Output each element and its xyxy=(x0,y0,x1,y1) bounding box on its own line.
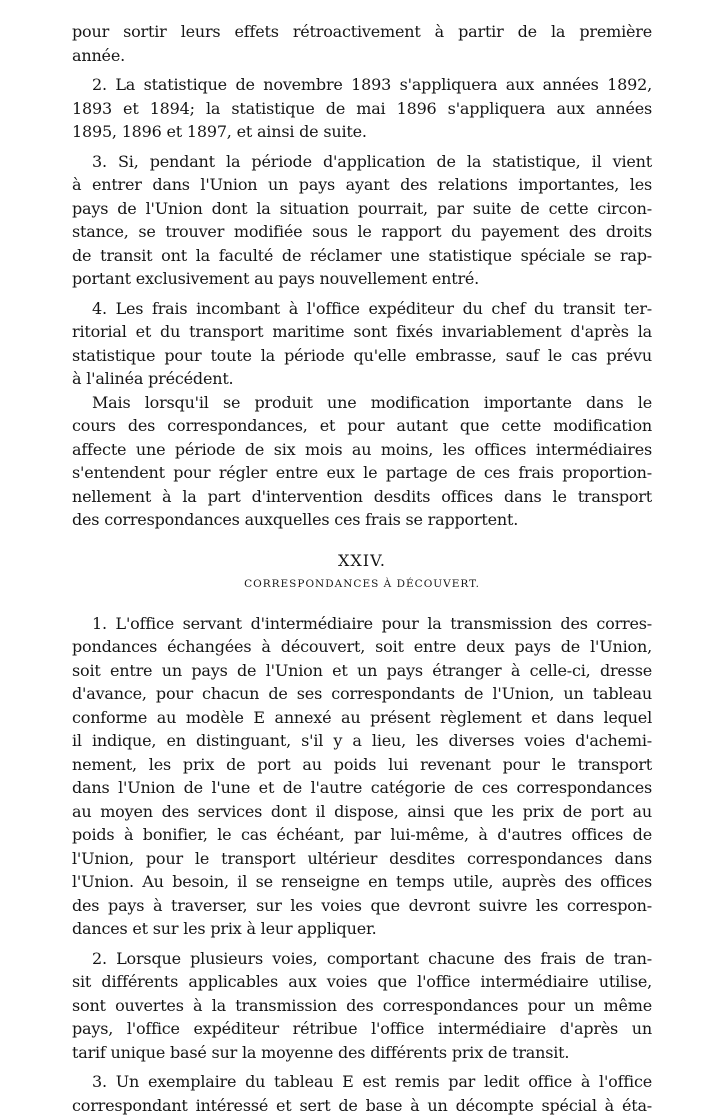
text-line: de transit ont la faculté de réclamer une statistique spéciale se rap- xyxy=(72,244,652,268)
text-line: 2. Lorsque plusieurs voies, comportant chacune des frais de tran- xyxy=(72,947,652,971)
text-line: à entrer dans l'Union un pays ayant des relations importantes, les xyxy=(72,173,652,197)
paragraph-3 xyxy=(72,150,652,291)
text-line: 3. Si, pendant la période d'application de la statistique, il vient xyxy=(72,150,652,174)
text-line: l'Union. Au besoin, il se renseigne en temps utile, auprès des offices xyxy=(72,870,652,894)
text-line: des correspondances auxquelles ces frais se rapportent. xyxy=(72,508,652,532)
text-line: pays de l'Union dont la situation pourrait, par suite de cette circon- xyxy=(72,197,652,221)
text-line: 2. La statistique de novembre 1893 s'appliquera aux années 1892, xyxy=(72,73,652,97)
paragraph-continuation xyxy=(72,20,652,67)
text-line: à l'alinéa précédent. xyxy=(72,367,652,391)
text-line: affecte une période de six mois au moins, les offices intermédiaires xyxy=(72,438,652,462)
text-line: conforme au modèle E annexé au présent règlement et dans lequel xyxy=(72,706,652,730)
text-line: 4. Les frais incombant à l'office expéditeur du chef du transit ter- xyxy=(72,297,652,321)
text-line: des pays à traverser, sur les voies que devront suivre les correspon- xyxy=(72,894,652,918)
text-line: statistique pour toute la période qu'elle embrasse, sauf le cas prévu xyxy=(72,344,652,368)
text-line: 3. Un exemplaire du tableau E est remis par ledit office à l'office xyxy=(72,1070,652,1094)
text-line: dans l'Union de l'une et de l'autre catégorie de ces correspondances xyxy=(72,776,652,800)
text-line: soit entre un pays de l'Union et un pays étranger à celle-ci, dresse xyxy=(72,659,652,683)
text-line: sont ouvertes à la transmission des correspondances pour un même xyxy=(72,994,652,1018)
paragraph-xxiv-1 xyxy=(72,612,652,941)
document-page xyxy=(72,20,652,1117)
text-line: poids à bonifier, le cas échéant, par lui-même, à d'autres offices de xyxy=(72,823,652,847)
text-line: nellement à la part d'intervention desdits offices dans le transport xyxy=(72,485,652,509)
text-line: sit différents applicables aux voies que l'office intermédiaire utilise, xyxy=(72,970,652,994)
text-line: Mais lorsqu'il se produit une modification importante dans le xyxy=(72,391,652,415)
text-line: 1893 et 1894; la statistique de mai 1896 s'appliquera aux années xyxy=(72,97,652,121)
paragraph-2 xyxy=(72,73,652,144)
text-line: 1895, 1896 et 1897, et ainsi de suite. xyxy=(72,120,652,144)
text-line: l'Union, pour le transport ultérieur desdites correspondances dans xyxy=(72,847,652,871)
text-line: 1. L'office servant d'intermédiaire pour la transmission des corres- xyxy=(72,612,652,636)
text-line: correspondant intéressé et sert de base à un décompte spécial à éta- xyxy=(72,1094,652,1117)
paragraph-xxiv-3 xyxy=(72,1070,652,1117)
text-line: il indique, en distinguant, s'il y a lieu, les diverses voies d'achemi- xyxy=(72,729,652,753)
text-line: nement, les prix de port au poids lui revenant pour le transport xyxy=(72,753,652,777)
text-line: d'avance, pour chacun de ses correspondants de l'Union, un tableau xyxy=(72,682,652,706)
section-number: XXIV. xyxy=(72,550,652,572)
text-line: dances et sur les prix à leur appliquer. xyxy=(72,917,652,941)
text-line: année. xyxy=(72,44,652,68)
text-line: ritorial et du transport maritime sont fixés invariablement d'après la xyxy=(72,320,652,344)
text-line: pays, l'office expéditeur rétribue l'office intermédiaire d'après un xyxy=(72,1017,652,1041)
text-line: tarif unique basé sur la moyenne des différents prix de transit. xyxy=(72,1041,652,1065)
section-title: CORRESPONDANCES À DÉCOUVERT. xyxy=(72,576,652,592)
text-line: portant exclusivement au pays nouvellement entré. xyxy=(72,267,652,291)
text-line: pour sortir leurs effets rétroactivement à partir de la première xyxy=(72,20,652,44)
paragraph-4-continued xyxy=(72,391,652,532)
text-line: cours des correspondances, et pour autant que cette modification xyxy=(72,414,652,438)
text-line: au moyen des services dont il dispose, ainsi que les prix de port au xyxy=(72,800,652,824)
text-line: stance, se trouver modifiée sous le rapport du payement des droits xyxy=(72,220,652,244)
text-line: s'entendent pour régler entre eux le partage de ces frais proportion- xyxy=(72,461,652,485)
paragraph-4 xyxy=(72,297,652,391)
paragraph-xxiv-2 xyxy=(72,947,652,1065)
text-line: pondances échangées à découvert, soit entre deux pays de l'Union, xyxy=(72,635,652,659)
